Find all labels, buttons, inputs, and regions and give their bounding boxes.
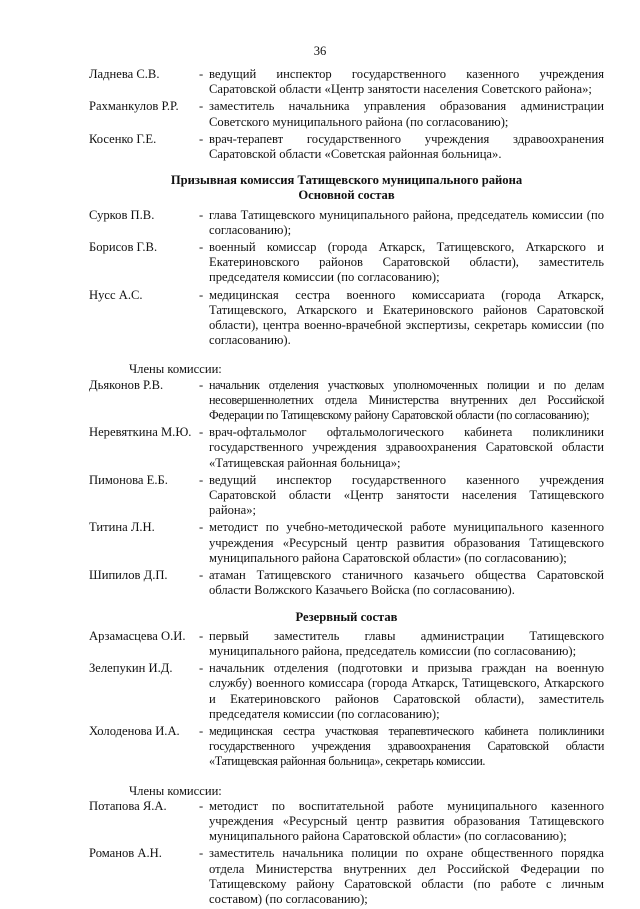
person-name: Борисов Г.В. [89, 240, 158, 255]
list-item: Косенко Г.Е. - врач-терапевт государственного учреждения здравоохранения Саратовской области «Советская районная больница». [89, 131, 604, 162]
main-composition-title: Основной состав [298, 188, 395, 203]
person-position: ведущий инспектор государственного казенного учреждения Саратовской области «Центр занятости населения Татищевского района»; [209, 472, 604, 518]
person-position: атаман Татищевского станичного казачьего общества Саратовской области Волжского Казачьего Войска (по согласованию). [209, 568, 604, 598]
person-position: методист по воспитательной работе муниципального казенного учреждения «Ресурсный центр развития образования Татищевского муниципального района Саратовской области» (по согласованию); [209, 798, 604, 844]
list-item: Зелепукин И.Д. - начальник отделения (подготовки и призыва граждан на военную службу) военного комиссара (города Аткарск, Татищевского, Аткарского и Екатериновского районов Саратовской области), заместитель председателя комиссии (по согласованию); [89, 661, 604, 721]
person-name: Потапова Я.А. [89, 798, 167, 813]
person-position: заместитель начальника управления образования администрации Советского муниципального района (по согласованию); [209, 99, 604, 129]
person-position: врач-офтальмолог офтальмологического кабинета поликлиники государственного учреждения здравоохранения Саратовской области «Татищевская районная больница»; [209, 425, 604, 470]
person-position: ведущий инспектор государственного казенного учреждения Саратовской области «Центр занятости населения Советского района»; [209, 67, 604, 97]
list-item: Шипилов Д.П. - атаман Татищевского станичного казачьего общества Саратовской области Волжского Казачьего Войска (по согласованию). [89, 568, 604, 598]
person-name: Шипилов Д.П. [89, 568, 168, 583]
person-name: Рахманкулов Р.Р. [89, 99, 179, 114]
person-name: Сурков П.В. [89, 207, 155, 222]
document-body [89, 67, 604, 909]
members-label: Члены комиссии: [129, 362, 222, 377]
list-item: Холоденова И.А. - медицинская сестра участковая терапевтического кабинета поликлиники государственного учреждения здравоохранения Саратовской области «Татищевская районная больница», секретарь комиссии. [89, 723, 604, 769]
person-position: начальник отделения участковых уполномоченных полиции и по делам несовершеннолетних отдела Министерства внутренних дел Российской Федерации по Татищевскому району Саратовской области (по согласованию); [209, 377, 604, 423]
person-position: начальник отделения (подготовки и призыва граждан на военную службу) военного комиссара (города Аткарск, Татищевского, Аткарского и Екатериновского районов Саратовской области), заместитель председателя комиссии (по согласованию); [209, 661, 604, 721]
section-title: Призывная комиссия Татищевского муниципального района [170, 173, 523, 188]
person-position: военный комиссар (города Аткарск, Татищевского, Аткарского и Екатериновского районов Саратовской области), заместитель председателя комиссии (по согласованию); [209, 240, 604, 285]
members-label: Члены комиссии: [129, 783, 222, 798]
list-item: Неревяткина М.Ю. - врач-офтальмолог офтальмологического кабинета поликлиники государственного учреждения здравоохранения Саратовской области «Татищевская районная больница»; [89, 425, 604, 470]
person-name: Ладнева С.В. [89, 67, 160, 81]
person-name: Нусс А.С. [89, 287, 143, 302]
list-item: Арзамасцева О.И. - первый заместитель главы администрации Татищевского муниципального района, председатель комиссии (по согласованию); [89, 628, 604, 658]
person-position: медицинская сестра военного комиссариата (города Аткарск, Татищевского, Аткарского и Екатериновского районов Саратовской области), центра военно-врачебной экспертизы, секретарь комиссии (по согласованию). [209, 287, 604, 348]
list-item: Романов А.Н. - заместитель начальника полиции по охране общественного порядка отдела Министерства внутренних дел Российской Федерации по Татищевскому району Саратовской области (по работе с личным составом) (по согласованию); [89, 846, 604, 906]
reserve-composition-title: Резервный состав [295, 609, 398, 624]
list-item: Борисов Г.В. - военный комиссар (города Аткарск, Татищевского, Аткарского и Екатериновского районов Саратовской области), заместитель председателя комиссии (по согласованию); [89, 240, 604, 285]
person-name: Романов А.Н. [89, 846, 162, 861]
person-name: Арзамасцева О.И. [89, 628, 186, 643]
person-name: Дьяконов Р.В. [89, 377, 164, 392]
person-position: медицинская сестра участковая терапевтического кабинета поликлиники государственного учреждения здравоохранения Саратовской области «Татищевская районная больница», секретарь комиссии. [209, 723, 604, 769]
list-item: Титина Л.Н. - методист по учебно-методической работе муниципального казенного учреждения «Ресурсный центр развития образования Татищевского муниципального района Саратовской области» (по согласованию); [89, 520, 604, 565]
person-name: Неревяткина М.Ю. [89, 425, 192, 440]
person-position: заместитель начальника полиции по охране общественного порядка отдела Министерства внутренних дел Российской Федерации по Татищевскому району Саратовской области (по работе с личным составом) (по согласованию); [209, 846, 604, 906]
list-item: Нусс А.С. - медицинская сестра военного комиссариата (города Аткарск, Татищевского, Аткарского и Екатериновского районов Саратовской области), центра военно-врачебной экспертизы, секретарь комиссии (по согласованию). [89, 287, 604, 348]
list-item: Сурков П.В. - глава Татищевского муниципального района, председатель комиссии (по согласованию); [89, 207, 604, 237]
page-number: 36 [313, 44, 327, 58]
person-name: Холоденова И.А. [89, 723, 180, 738]
list-item: Дьяконов Р.В. - начальник отделения участковых уполномоченных полиции и по делам несовершеннолетних отдела Министерства внутренних дел Российской Федерации по Татищевскому району Саратовской области (по согласованию); [89, 377, 604, 423]
list-item: Пимонова Е.Б. - ведущий инспектор государственного казенного учреждения Саратовской области «Центр занятости населения Татищевского района»; [89, 472, 604, 518]
person-name: Косенко Г.Е. [89, 131, 157, 146]
person-position: первый заместитель главы администрации Татищевского муниципального района, председатель комиссии (по согласованию); [209, 628, 604, 658]
person-position: глава Татищевского муниципального района, председатель комиссии (по согласованию); [209, 207, 604, 237]
list-item: Потапова Я.А. - методист по воспитательной работе муниципального казенного учреждения «Ресурсный центр развития образования Татищевского муниципального района Саратовской области» (по согласованию); [89, 798, 604, 844]
person-position: методист по учебно-методической работе муниципального казенного учреждения «Ресурсный центр развития образования Татищевского муниципального района Саратовской области» (по согласованию); [209, 520, 604, 565]
person-name: Титина Л.Н. [89, 520, 155, 535]
list-item: Ладнева С.В. - ведущий инспектор государственного казенного учреждения Саратовской области «Центр занятости населения Советского района»; [89, 67, 604, 97]
list-item: Рахманкулов Р.Р. - заместитель начальника управления образования администрации Советского муниципального района (по согласованию); [89, 99, 604, 129]
person-name: Зелепукин И.Д. [89, 661, 173, 676]
person-name: Пимонова Е.Б. [89, 472, 168, 487]
person-position: врач-терапевт государственного учреждения здравоохранения Саратовской области «Советская районная больница». [209, 131, 604, 162]
